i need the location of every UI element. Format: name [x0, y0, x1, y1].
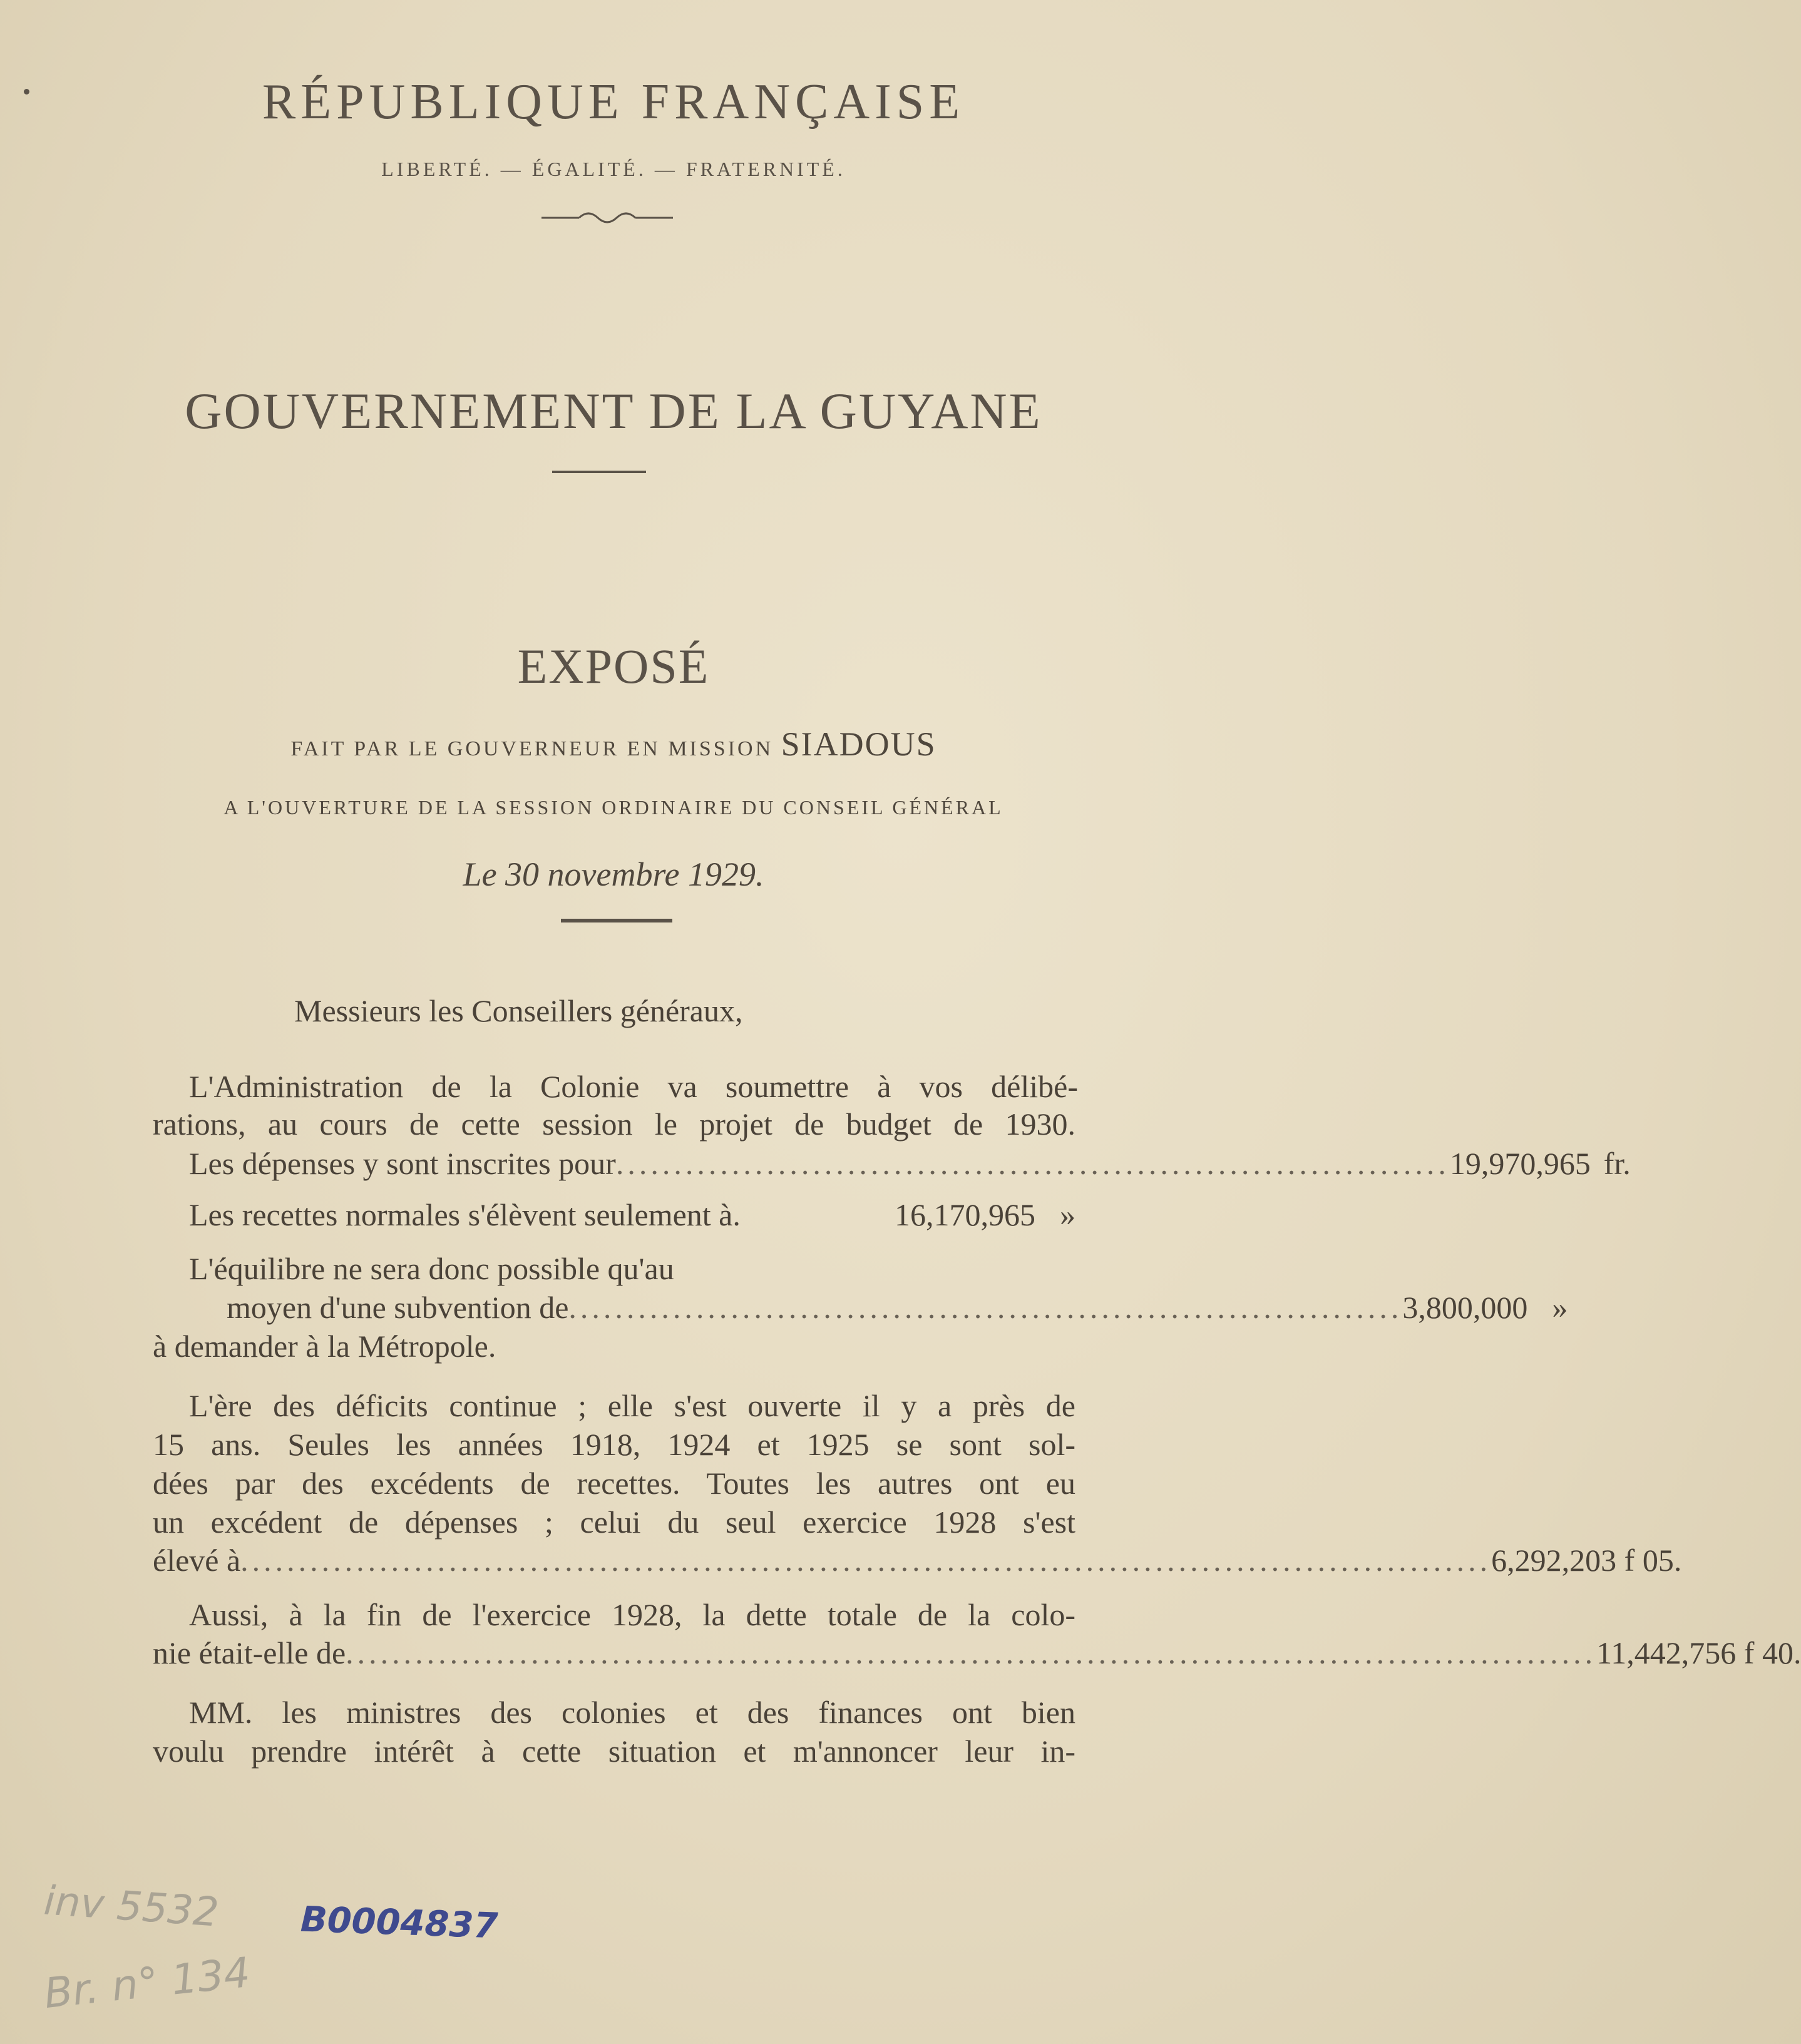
author-line — [0, 725, 1227, 764]
document-date: Le 30 novembre 1929. — [463, 856, 764, 893]
session-line: A L'OUVERTURE DE LA SESSION ORDINAIRE DU CONSEIL GÉNÉRAL — [223, 796, 1003, 819]
text-line: un excédent de dépenses ; celui du seul exercice 1928 s'est — [153, 1505, 1075, 1540]
governor-name: SIADOUS — [781, 725, 936, 763]
text-line: dées par des excédents de recettes. Toutes les autres ont eu — [153, 1466, 1075, 1501]
row-label: moyen d'une subvention de — [227, 1290, 569, 1325]
text-line: MM. les ministres des colonies et des finances ont bien — [189, 1695, 1075, 1730]
leader-dots — [741, 1197, 895, 1233]
amount-row-subvention — [227, 1289, 1568, 1326]
text-line: à demander à la Métropole. — [153, 1329, 496, 1364]
row-amount: 16,170,965 — [895, 1197, 1035, 1232]
text-line: voulu prendre intérêt à cette situation et m'annoncer leur in- — [153, 1734, 1075, 1769]
row-amount: 3,800,000 — [1402, 1290, 1528, 1325]
text-line: rations, au cours de cette session le projet de budget de 1930. — [153, 1106, 1075, 1142]
text-line: Aussi, à la fin de l'exercice 1928, la dette totale de la colo- — [189, 1597, 1075, 1632]
row-amount: 11,442,756 f 40. — [1596, 1635, 1801, 1670]
leader-dots: ........................................................................ — [568, 1290, 1403, 1325]
amount-row-recettes — [189, 1197, 1075, 1233]
leader-dots: ........................................................................ — [615, 1146, 1450, 1181]
author-prefix: FAIT PAR LE GOUVERNEUR EN MISSION — [290, 737, 774, 760]
row-unit: » — [1060, 1197, 1075, 1232]
text-line: L'équilibre ne sera donc possible qu'au — [189, 1251, 674, 1286]
row-label: élevé à — [153, 1543, 241, 1578]
amount-row-dette — [153, 1635, 1801, 1671]
text-line: L'ère des déficits continue ; elle s'est ouverte il y a près de — [189, 1388, 1075, 1423]
ornament-divider-icon — [0, 199, 1227, 237]
row-label: Les recettes normales s'élèvent seulement à. — [189, 1197, 741, 1232]
handwritten-catalog-number: B0004837 — [299, 1899, 499, 1947]
motto: LIBERTÉ. — ÉGALITÉ. — FRATERNITÉ. — [381, 158, 846, 180]
republic-heading: RÉPUBLIQUE FRANÇAISE — [262, 74, 965, 130]
handwritten-shelf-note: Br. n° 134 — [41, 1948, 253, 2018]
handwritten-inventory-note: inv 5532 — [42, 1878, 220, 1936]
leader-dots: ............................................................................................................ — [240, 1543, 1492, 1578]
government-heading: GOUVERNEMENT DE LA GUYANE — [185, 382, 1042, 439]
text-line: L'Administration de la Colonie va soumettre à vos délibé- — [189, 1069, 1078, 1104]
divider — [561, 919, 672, 922]
row-unit: fr. — [1603, 1146, 1631, 1181]
salutation: Messieurs les Conseillers généraux, — [294, 993, 743, 1028]
leader-dots: ............................................................................................................ — [346, 1635, 1597, 1670]
row-label: Les dépenses y sont inscrites pour — [189, 1146, 616, 1181]
row-amount: 19,970,965 — [1449, 1146, 1591, 1181]
row-amount: 6,292,203 f 05. — [1491, 1543, 1682, 1578]
row-unit: » — [1552, 1290, 1568, 1325]
text-line: 15 ans. Seules les années 1918, 1924 et 1925 se sont sol- — [153, 1427, 1075, 1462]
divider — [552, 471, 646, 473]
row-label: nie était-elle de — [153, 1635, 346, 1670]
amount-row-depenses — [189, 1145, 1631, 1182]
amount-row-deficit — [153, 1542, 1682, 1578]
document-title: EXPOSÉ — [517, 639, 710, 693]
